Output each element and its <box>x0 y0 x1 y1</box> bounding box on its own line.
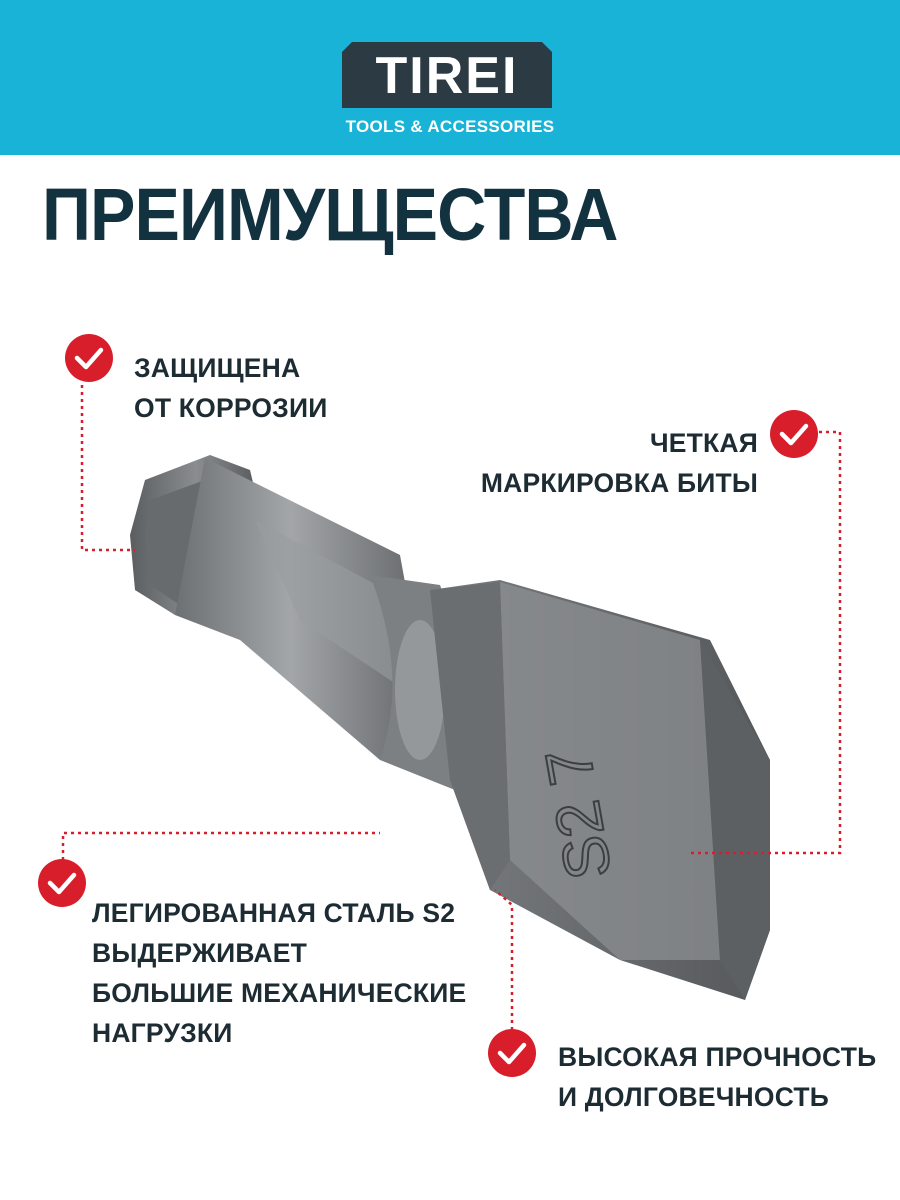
page-title: ПРЕИМУЩЕСТВА <box>42 173 618 256</box>
feature-line: МАРКИРОВКА БИТЫ <box>480 468 758 498</box>
feature-marking <box>481 423 758 503</box>
feature-line: ЧЕТКАЯ <box>649 428 758 458</box>
brand-logo-text: TIREI <box>375 47 519 105</box>
feature-line: ВЫСОКАЯ ПРОЧНОСТЬ <box>558 1042 877 1072</box>
svg-text:S2 7: S2 7 <box>531 742 626 885</box>
feature-line: ЛЕГИРОВАННАЯ СТАЛЬ S2 <box>92 898 456 928</box>
feature-line: ОТ КОРРОЗИИ <box>134 393 328 423</box>
feature-line: И ДОЛГОВЕЧНОСТЬ <box>558 1082 830 1112</box>
feature-steel <box>92 893 466 1053</box>
feature-corrosion <box>134 348 327 428</box>
check-icon <box>37 858 87 908</box>
feature-line: ЗАЩИЩЕНА <box>134 353 301 383</box>
feature-strength <box>558 1037 876 1117</box>
check-icon <box>64 333 114 383</box>
check-icon <box>487 1028 537 1078</box>
check-icon <box>769 409 819 459</box>
feature-line: НАГРУЗКИ <box>92 1018 233 1048</box>
brand-tagline: TOOLS & ACCESSORIES <box>345 117 555 136</box>
feature-line: БОЛЬШИЕ МЕХАНИЧЕСКИЕ <box>92 978 467 1008</box>
feature-line: ВЫДЕРЖИВАЕТ <box>92 938 307 968</box>
